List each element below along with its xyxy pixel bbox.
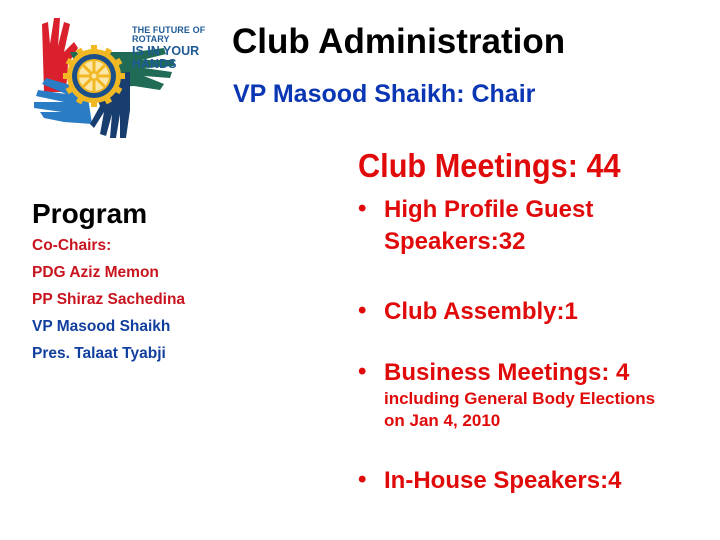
bullet-icon: •: [358, 297, 367, 324]
bullet-inhouse-speakers: In-House Speakers:4: [384, 467, 622, 494]
logo-tagline: [132, 26, 224, 70]
cochair-item: PP Shiraz Sachedina: [32, 291, 186, 308]
cochair-item: PDG Aziz Memon: [32, 264, 159, 281]
bullet-icon: •: [358, 466, 367, 493]
cochair-item: Pres. Talaat Tyabji: [32, 345, 166, 362]
bullet-icon: •: [358, 195, 367, 222]
logo-tagline-line1: THE FUTURE OF ROTARY: [132, 25, 206, 44]
bullet-club-assembly: Club Assembly:1: [384, 298, 578, 325]
co-chairs-label: Co-Chairs:: [32, 237, 112, 254]
page-subtitle: VP Masood Shaikh: Chair: [233, 80, 536, 108]
club-meetings-heading: Club Meetings: 44: [358, 147, 621, 184]
cochair-item: VP Masood Shaikh: [32, 318, 171, 335]
page-title: Club Administration: [232, 22, 566, 61]
bullet-business-meetings: Business Meetings: 4: [384, 359, 630, 386]
bullet-icon: •: [358, 358, 367, 385]
business-meetings-note-line2: on Jan 4, 2010: [384, 411, 501, 430]
business-meetings-note-line1: including General Body Elections: [384, 389, 656, 408]
program-heading: Program: [32, 198, 148, 229]
logo-tagline-line2: IS IN YOUR HANDS: [132, 44, 200, 71]
bullet-guest-speakers-line1: High Profile Guest: [384, 196, 594, 223]
bullet-guest-speakers-line2: Speakers:32: [384, 228, 526, 255]
rotary-logo: [34, 14, 224, 139]
